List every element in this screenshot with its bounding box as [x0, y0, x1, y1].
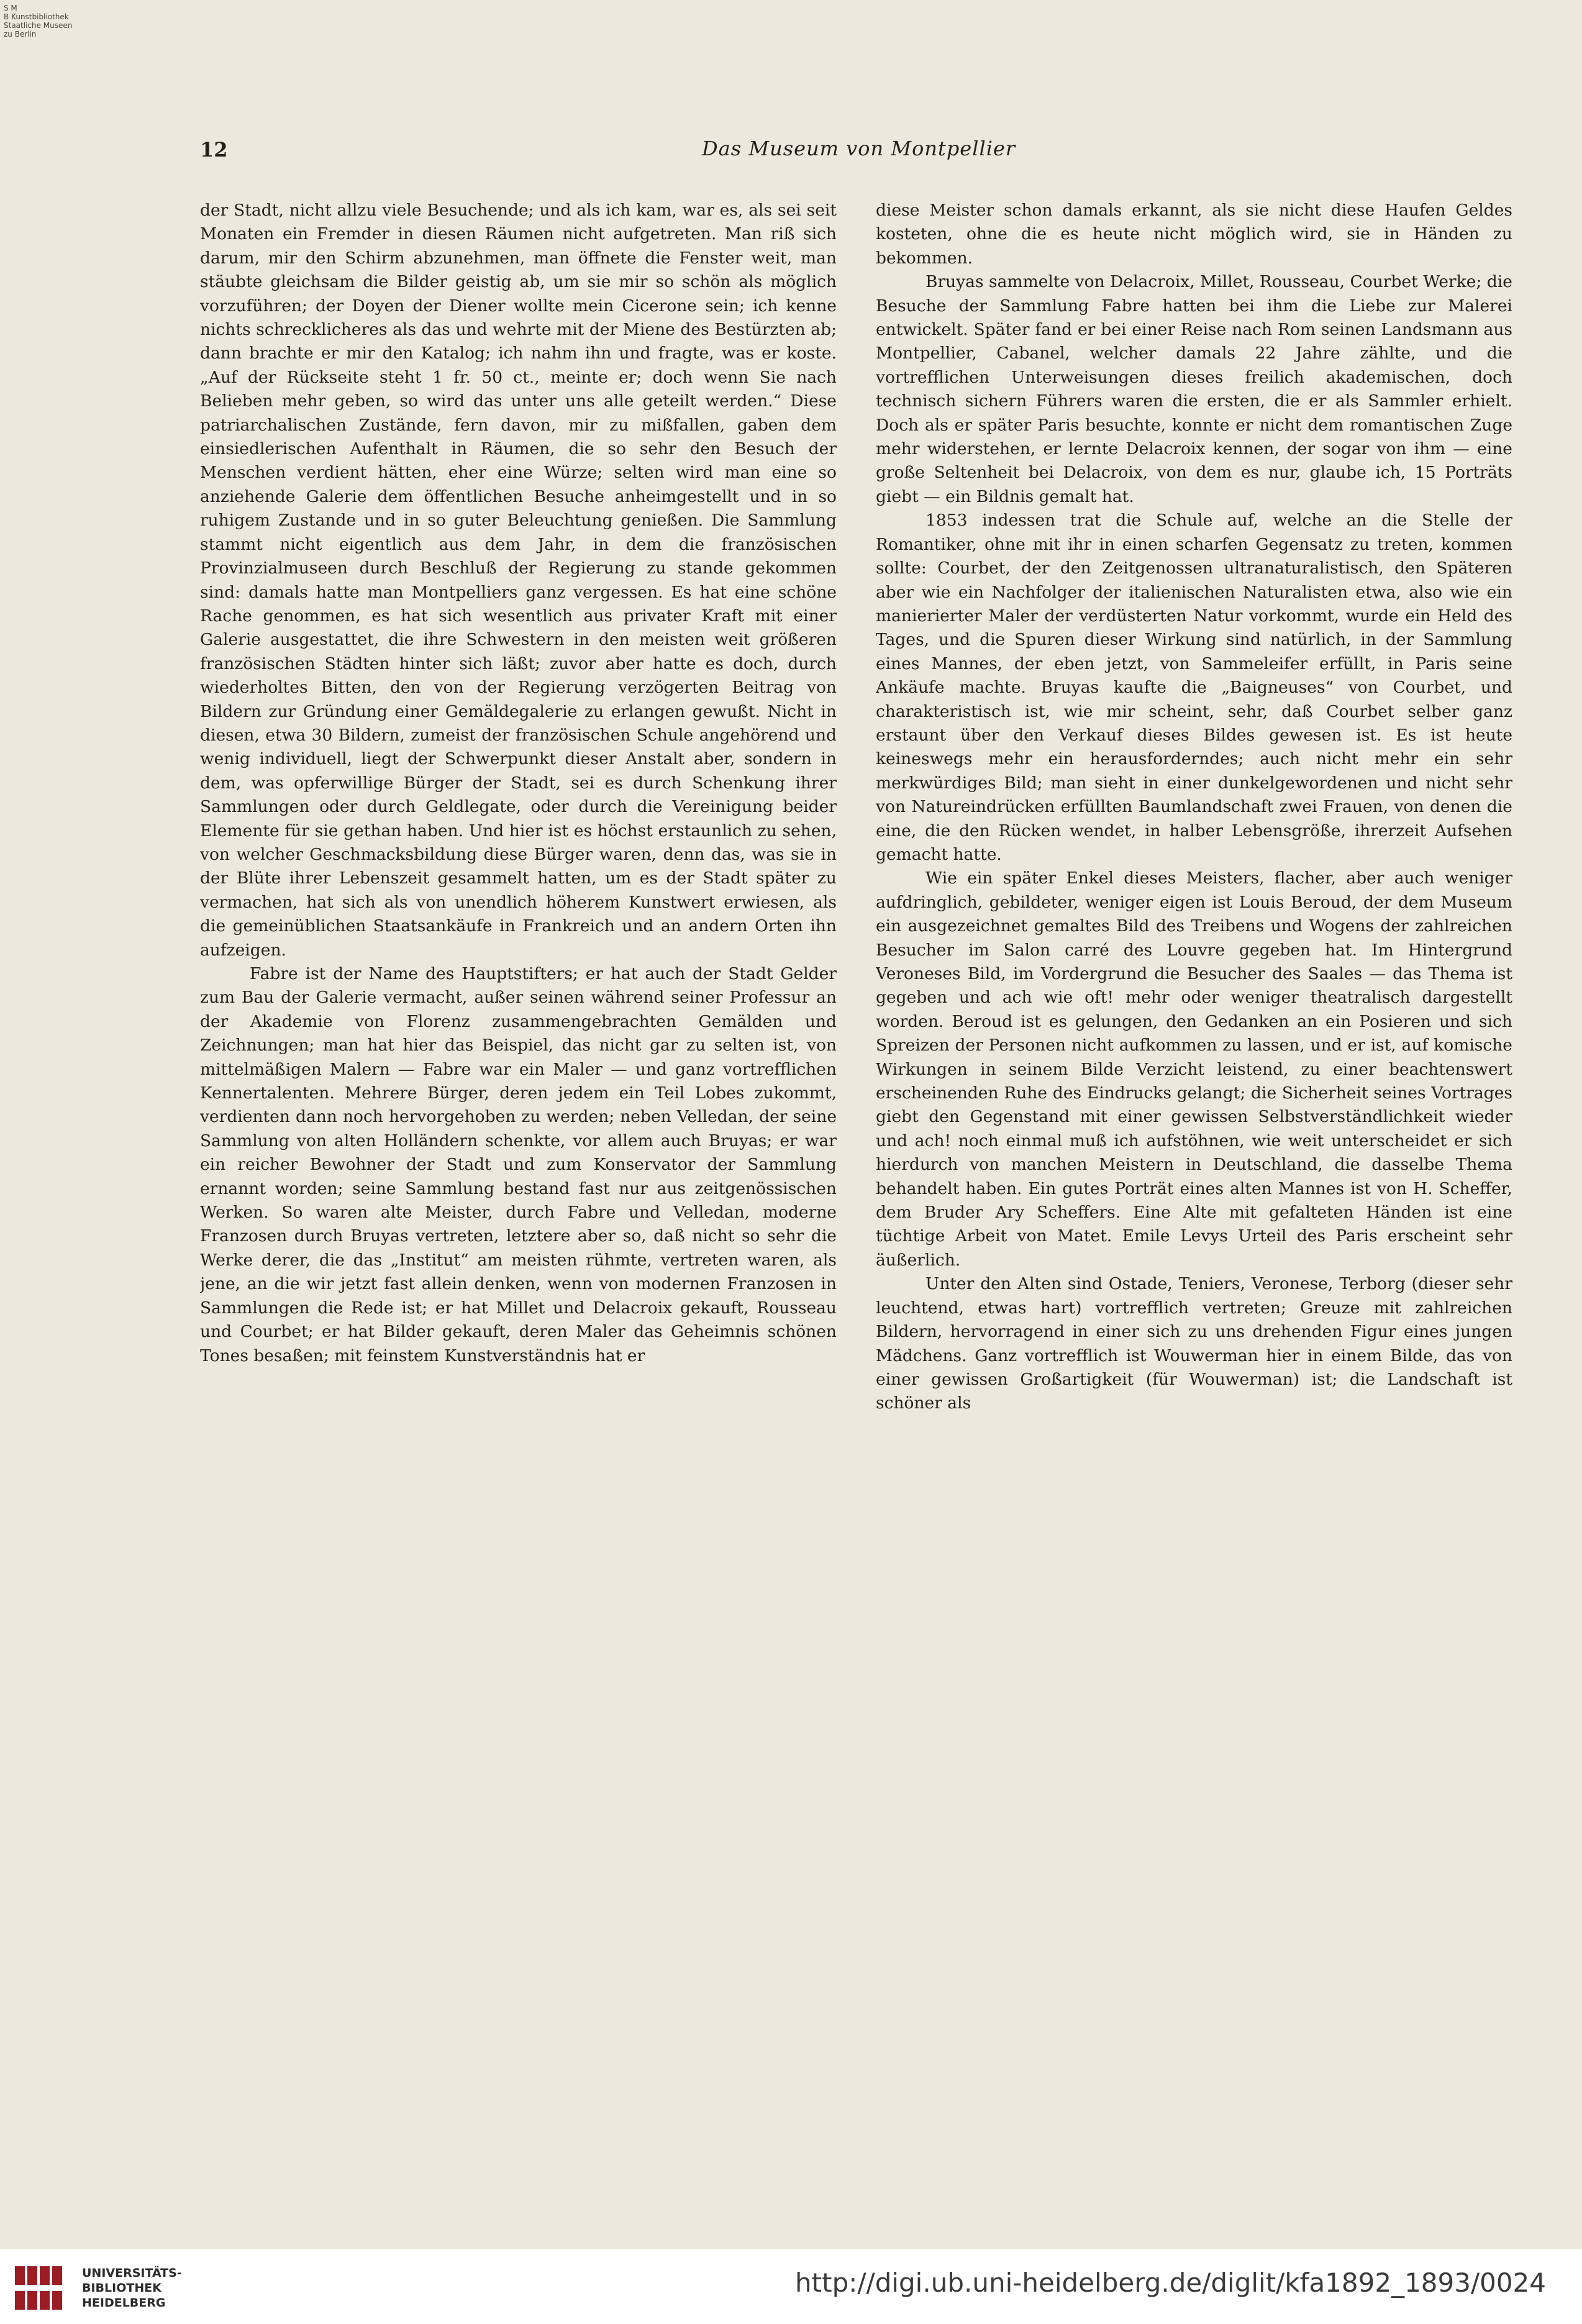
logo-line: HEIDELBERG: [82, 2296, 166, 2310]
logo-line: BIBLIOTHEK: [82, 2281, 161, 2295]
stamp-line: Staatliche Museen: [4, 21, 73, 30]
footer-bar: [0, 2249, 1582, 2324]
logo-line: UNIVERSITÄTS-: [82, 2266, 182, 2280]
running-head: Das Museum von Montpellier: [702, 137, 1016, 160]
paragraph: diese Meister schon damals erkannt, als sie nicht diese Haufen Geldes kosteten, ohne die es heute nicht möglich wird, sie in Händen zu bekommen.: [876, 201, 1512, 268]
left-column: [200, 199, 837, 2044]
stamp-line: zu Berlin: [4, 30, 37, 39]
paragraph: Bruyas sammelte von Delacroix, Millet, Rousseau, Courbet Werke; die Besuche der Sammlung Fabre hatten bei ihm die Liebe zur Malerei entwickelt. Später fand er bei einer Reise nach Rom seinen Landsmann aus Montpellier, Cabanel, welcher damals 22 Jahre zählte, und die vortrefflichen Unterweisungen dieses freilich akademischen, doch technisch sichern Führers waren die ersten, die er als Sammler erhielt. Doch als er später Paris besuchte, konnte er nicht dem romantischen Zuge mehr widerstehen, er lernte Delacroix kennen, der sogar von ihm — eine große Seltenheit bei Delacroix, von dem es nur, glaube ich, 15 Porträts giebt — ein Bildnis gemalt hat.: [876, 272, 1512, 506]
page-number: 12: [200, 138, 228, 162]
permalink-url[interactable]: http://digi.ub.uni-heidelberg.de/diglit/kfa1892_1893/0024: [795, 2267, 1546, 2298]
paragraph: 1853 indessen trat die Schule auf, welche an die Stelle der Romantiker, ohne mit ihr in einen scharfen Gegensatz zu treten, kommen sollte: Courbet, der den Zeitgenossen ultranaturalistisch, den Späteren aber wie ein Nachfolger der italienischen Naturalisten etwa, also wie ein manierierter Maler der verdüsterten Natur vorkommt, wurde ein Held des Tages, und die Spuren dieser Wirkung sind natürlich, in der Sammlung eines Mannes, der eben jetzt, von Sammeleifer erfüllt, in Paris seine Ankäufe machte. Bruyas kaufte die „Baigneuses“ von Courbet, und charakteristisch ist, wie mir scheint, sehr, daß Courbet selber ganz erstaunt über den Verkauf dieses Bildes gewesen ist. Es ist heute keineswegs mehr ein herausforderndes; auch nicht mehr ein sehr merkwürdiges Bild; man sieht in einer dunkelgewordenen und nicht sehr von Natureindrücken erfüllten Baumlandschaft zwei Frauen, von denen die eine, die den Rücken wendet, in halber Lebensgröße, ihrerzeit Aufsehen gemacht hatte.: [876, 511, 1512, 864]
paragraph: der Stadt, nicht allzu viele Besuchende; und als ich kam, war es, als sei seit Monaten ein Fremder in diesen Räumen nicht aufgetreten. Man riß sich darum, mir den Schirm abzunehmen, man öffnete die Fenster weit, man stäubte gleichsam die Bilder geistig ab, um sie mir so schön als möglich vorzuführen; der Doyen der Diener wollte mein Cicerone sein; ich kenne nichts schrecklicheres als das und wehrte mit der Miene des Bestürzten ab; dann brachte er mir den Katalog; ich nahm ihn und fragte, was er koste. „Auf der Rückseite steht 1 fr. 50 ct., meinte er; doch wenn Sie nach Belieben mehr geben, so wird das unter uns alle geteilt werden.“ Diese patriarchalischen Zustände, fern davon, mir zu mißfallen, gaben dem einsiedlerischen Aufenthalt in Räumen, die so sehr den Besuch der Menschen verdient hätten, eher eine Würze; selten wird man eine so anziehende Galerie dem öffentlichen Besuche anheimgestellt und in so ruhigem Zustande und in so guter Beleuchtung genießen. Die Sammlung stammt nicht eigentlich aus dem Jahr, in dem die französischen Provinzialmuseen durch Beschluß der Regierung zu stande gekommen sind: damals hatte man Montpelliers ganz vergessen. Es hat eine schöne Rache genommen, es hat sich wesentlich aus privater Kraft mit einer Galerie ausgestattet, die ihre Schwestern in den meisten weit größeren französischen Städten hinter sich läßt; zuvor aber hatte es doch, durch wiederholtes Bitten, den von der Regierung verzögerten Beitrag von Bildern zur Gründung einer Gemäldegalerie zu erlangen gewußt. Nicht in diesen, etwa 30 Bildern, zumeist der französischen Schule angehörend und wenig individuell, liegt der Schwerpunkt dieser Anstalt aber, sondern in dem, was opferwillige Bürger der Stadt, sei es durch Schenkung ihrer Sammlungen oder durch Geldlegate, oder durch die Vereinigung beider Elemente für sie gethan haben. Und hier ist es höchst erstaunlich zu sehen, von welcher Geschmacksbildung diese Bürger waren, denn das, was sie in der Blüte ihrer Lebenszeit gesammelt hatten, um es der Stadt später zu vermachen, hat sich als von unendlich höherem Kunstwert erwiesen, als die gemeinüblichen Staatsankäufe in Frankreich und an andern Orten ihn aufzeigen.: [200, 201, 837, 960]
paragraph: Unter den Alten sind Ostade, Teniers, Veronese, Terborg (dieser sehr leuchtend, etwas hart) vortrefflich vertreten; Greuze mit zahlreichen Bildern, hervorragend in einer sich zu uns drehenden Figur eines jungen Mädchens. Ganz vortrefflich ist Wouwerman hier in einem Bilde, das von einer gewissen Großartigkeit (für Wouwerman) ist; die Landschaft ist schöner als: [876, 1274, 1512, 1413]
stamp-line: B Kunstbibliothek: [4, 12, 69, 21]
paragraph: Fabre ist der Name des Hauptstifters; er hat auch der Stadt Gelder zum Bau der Galerie vermacht, außer seinen während seiner Professur an der Akademie von Florenz zusammengebrachten Gemälden und Zeichnungen; man hat hier das Beispiel, das nicht gar zu selten ist, von mittelmäßigen Malern — Fabre war ein Maler — und ganz vortrefflichen Kennertalenten. Mehrere Bürger, deren jedem ein Teil Lobes zukommt, verdienten dann noch hervorgehoben zu werden; neben Velledan, der seine Sammlung von alten Holländern schenkte, vor allem auch Bruyas; er war ein reicher Bewohner der Stadt und zum Konservator der Sammlung ernannt worden; seine Sammlung bestand fast nur aus zeitgenössischen Werken. So waren alte Meister, durch Fabre und Velledan, moderne Franzosen durch Bruyas vertreten, letztere aber so, daß nicht so sehr die Werke derer, die das „Institut“ am meisten rühmte, vertreten waren, als jene, an die wir jetzt fast allein denken, wenn von modernen Franzosen in Sammlungen die Rede ist; er hat Millet und Delacroix gekauft, Rousseau und Courbet; er hat Bilder gekauft, deren Maler das Geheimnis schönen Tones besaßen; mit feinstem Kunstverständnis hat er: [200, 964, 837, 1365]
logo-text: [82, 2266, 182, 2310]
right-column: [876, 199, 1512, 2044]
paragraph: Wie ein später Enkel dieses Meisters, flacher, aber auch weniger aufdringlich, gebildeter, weniger eigen ist Louis Beroud, der dem Museum ein ausgezeichnet gemaltes Bild des Treibens und Wogens der zahlreichen Besucher im Salon carré des Louvre gegeben hat. Im Hintergrund Veroneses Bild, im Vordergrund die Besucher des Saales — das Thema ist gegeben und ach wie oft! mehr oder weniger theatralisch dargestellt worden. Beroud ist es gelungen, den Gedanken an ein Posieren und sich Spreizen der Personen nicht aufkommen zu lassen, und er ist, auf komische Wirkungen in seinem Bilde Verzicht leistend, zu einer beachtenswert erscheinenden Ruhe des Eindrucks gelangt; die Sicherheit seines Vortrages giebt den Gegenstand mit einer gewissen Selbstverständlichkeit wieder und ach! noch einmal muß ich aufstöhnen, wie weit unterscheidet er sich hierdurch von manchen Meistern in Deutschland, die dasselbe Thema behandelt haben. Ein gutes Porträt eines alten Mannes ist von H. Scheffer, dem Bruder Ary Scheffers. Eine Alte mit gefalteten Händen ist eine tüchtige Arbeit von Matet. Emile Levys Urteil des Paris erscheint sehr äußerlich.: [876, 868, 1512, 1270]
heidelberg-seal-icon: [11, 2261, 71, 2315]
stamp-line: S M: [4, 4, 17, 12]
library-logo[interactable]: [11, 2261, 182, 2315]
library-stamp: [4, 4, 97, 39]
